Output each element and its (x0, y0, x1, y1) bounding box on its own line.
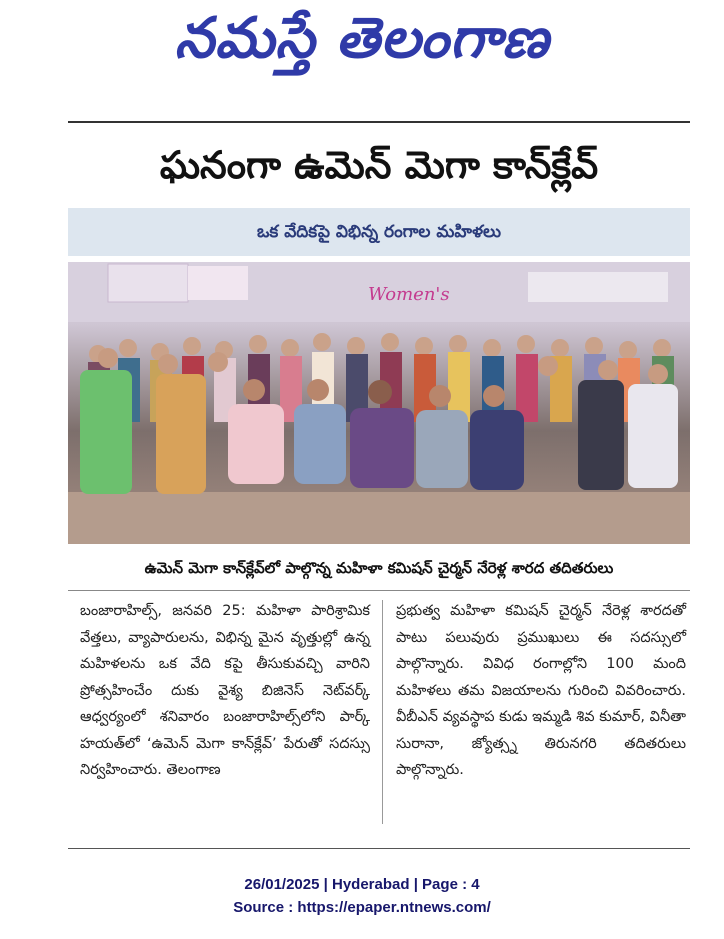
photo-illustration (68, 262, 690, 544)
photo-banner-text: Women's (368, 284, 450, 305)
bottom-rule (68, 848, 690, 849)
column-divider (382, 600, 383, 824)
footer-date-line: 26/01/2025 | Hyderabad | Page : 4 (244, 876, 480, 893)
article-body-right-column: ప్రభుత్వ మహిళా కమిషన్ చైర్మన్ నేరెళ్ల శారదతో పాటు పలువురు ప్రముఖులు ఈ సదస్సులో పాల్గొన్నారు. వివిధ రంగాల్లోని 100 మంది మహిళలు తమ విజయాలను గురించి వివరించారు. వీబీఎన్ వ్యవస్థాప కుడు ఇమ్మడి శివ కుమార్, వినీతా సురానా, జ్యోత్స్న తిరునగరి తదితరులు పాల్గొన్నారు. (396, 603, 686, 778)
event-group-photo (68, 262, 690, 544)
photo-caption: ఉమెన్ మెగా కాన్‌క్లేవ్‌లో పాల్గొన్న మహిళా కమిషన్ చైర్మన్ నేరెళ్ల శారద తదితరులు (68, 546, 690, 591)
article-headline: ఘనంగా ఉమెన్ మెగా కాన్‌క్లేవ్ (159, 143, 599, 187)
newspaper-masthead: నమస్తే తెలంగాణ (174, 6, 550, 71)
footer-source-line: Source : https://epaper.ntnews.com/ (233, 899, 491, 916)
article-subheadline: ఒక వేదికపై విభిన్న రంగాల మహిళలు (68, 208, 690, 256)
top-rule (68, 121, 690, 123)
article-body-left-column: బంజారాహిల్స్, జనవరి 25: మహిళా పారిశ్రామిక వేత్తలు, వ్యాపారులను, విభిన్న మైన వృత్తుల్లో ఉన్న మహిళలను ఒక వేది కపై తీసుకువచ్చి వారిని ప్రోత్సహించేం దుకు వైశ్య బిజినెస్ నెట్‌వర్క్ ఆధ్వర్యంలో శనివారం బంజారాహిల్స్‌లోని పార్క్ హయత్‌లో ‘ఉమెన్ మెగా కాన్‌క్లేవ్’ పేరుతో సదస్సు నిర్వహించారు. తెలంగాణ (80, 603, 370, 778)
